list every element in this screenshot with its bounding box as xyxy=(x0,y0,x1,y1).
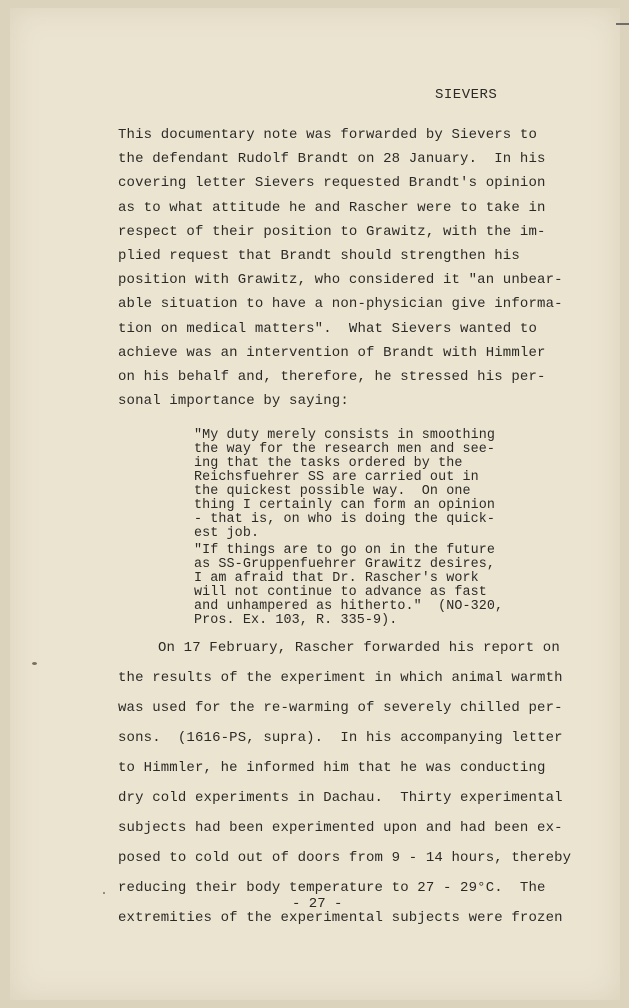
text-line: subjects had been experimented upon and had been ex- xyxy=(118,820,563,836)
text-line: On 17 February, Rascher forwarded his report on xyxy=(158,640,560,656)
quote-line: I am afraid that Dr. Rascher's work xyxy=(194,571,479,586)
text-line: posed to cold out of doors from 9 - 14 hours, thereby xyxy=(118,850,572,866)
text-line: the results of the experiment in which animal warmth xyxy=(118,670,563,686)
quote-line: est job. xyxy=(194,526,260,541)
quote-line: as SS-Gruppenfuehrer Grawitz desires, xyxy=(194,557,496,572)
text-line: achieve was an intervention of Brandt with Himmler xyxy=(118,344,546,361)
staple-mark xyxy=(616,23,629,39)
text-line: covering letter Sievers requested Brandt's opinion xyxy=(118,175,546,192)
quote-line: Pros. Ex. 103, R. 335-9). xyxy=(194,613,398,628)
text-line: reducing their body temperature to 27 - 29°C. The xyxy=(118,880,546,896)
running-head: SIEVERS xyxy=(435,87,498,103)
paper-speck xyxy=(32,662,37,665)
text-line: extremities of the experimental subjects were frozen xyxy=(118,910,563,926)
quote-line: thing I certainly can form an opinion xyxy=(194,498,496,513)
text-line: to Himmler, he informed him that he was conducting xyxy=(118,760,546,776)
text-line: plied request that Brandt should strengthen his xyxy=(118,248,520,264)
paper-speck xyxy=(103,892,105,894)
text-line: was used for the re-warming of severely chilled per- xyxy=(118,700,563,716)
text-line: tion on medical matters". What Sievers wanted to xyxy=(118,320,538,337)
text-line: on his behalf and, therefore, he stressed his per- xyxy=(118,369,546,385)
text-line: the defendant Rudolf Brandt on 28 January. In his xyxy=(118,151,546,168)
quote-line: Reichsfuehrer SS are carried out in xyxy=(194,470,479,485)
text-line: dry cold experiments in Dachau. Thirty experimental xyxy=(118,790,563,806)
quote-line: - that is, on who is doing the quick- xyxy=(194,512,496,527)
text-line: able situation to have a non-physician give informa- xyxy=(118,296,563,313)
document-page xyxy=(10,8,620,1000)
quote-line: the way for the research men and see- xyxy=(194,442,496,457)
text-line: respect of their position to Grawitz, with the im- xyxy=(118,223,546,240)
quote-line: "If things are to go on in the future xyxy=(194,543,496,558)
quote-line: "My duty merely consists in smoothing xyxy=(194,428,496,443)
quote-line: ing that the tasks ordered by the xyxy=(194,456,463,471)
text-line: as to what attitude he and Rascher were to take in xyxy=(118,199,546,216)
page-number: - 27 - xyxy=(292,896,343,912)
text-line: This documentary note was forwarded by Sievers to xyxy=(118,127,538,143)
quote-line: the quickest possible way. On one xyxy=(194,484,471,499)
text-line: sons. (1616-PS, supra). In his accompanying letter xyxy=(118,730,563,746)
quote-line: and unhampered as hitherto." (NO-320, xyxy=(194,599,504,614)
text-line: sonal importance by saying: xyxy=(118,393,349,410)
quote-line: will not continue to advance as fast xyxy=(194,585,487,600)
text-line: position with Grawitz, who considered it "an unbear- xyxy=(118,272,563,289)
